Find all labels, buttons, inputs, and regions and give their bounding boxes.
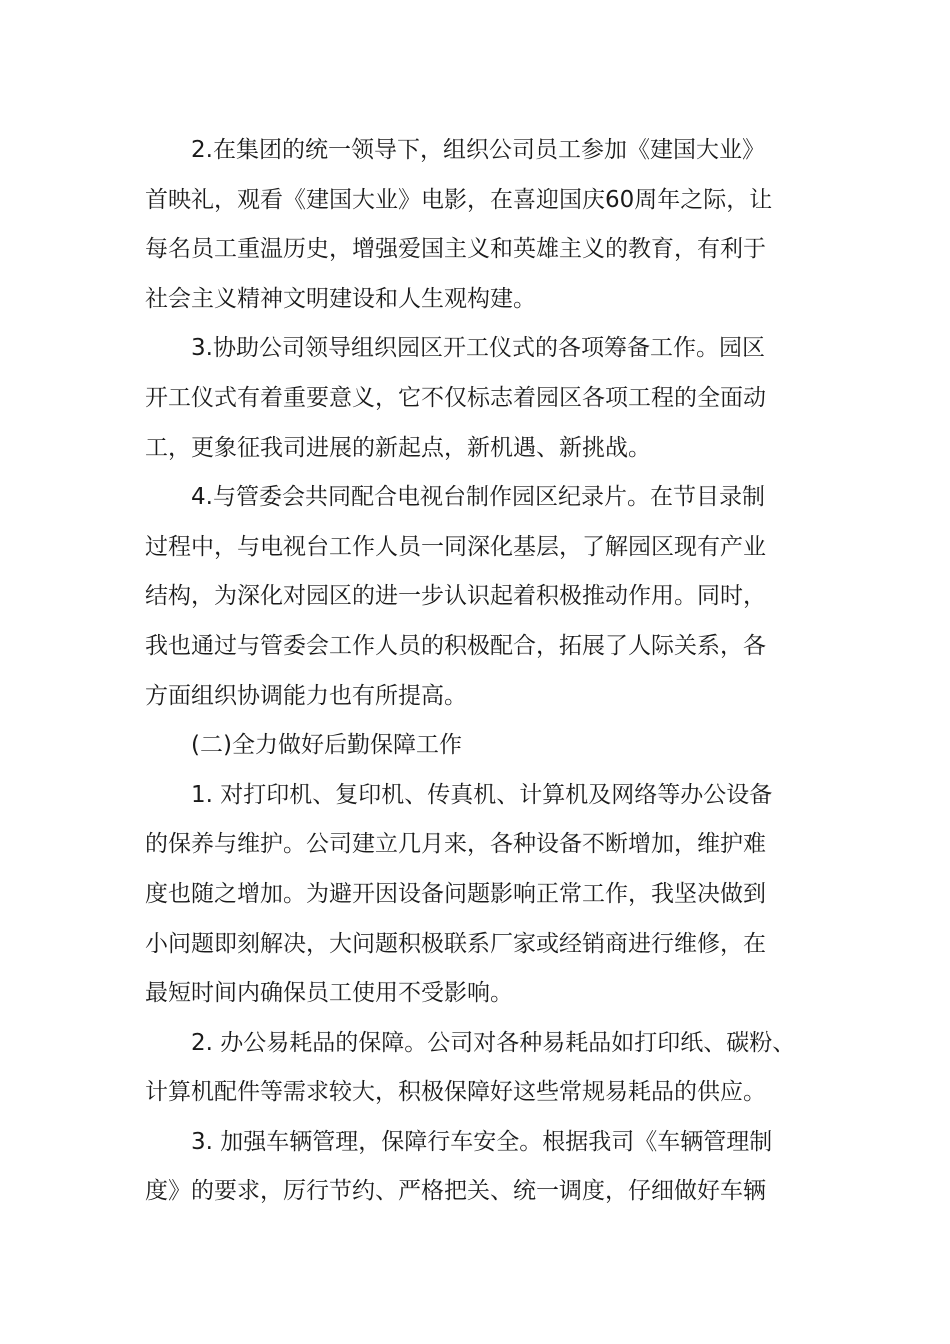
paragraph-logistics-3: 3. 加强车辆管理，保障行车安全。根据我司《车辆管理制 度》的要求，厉行节约、严格把关、统一调度，仔细做好车辆: [145, 1128, 773, 1205]
paragraph-item-4: 4.与管委会共同配合电视台制作园区纪录片。在节目录制 过程中，与电视台工作人员一同深化基层，了解园区现有产业 结构，为深化对园区的进一步认识起着积极推动作用。同时， 我也通过与管委会工作人员的积极配合，拓展了人际关系，各 方面组织协调能力也有所提高。: [145, 484, 766, 709]
paragraph-item-2: 2.在集团的统一领导下，组织公司员工参加《建国大业》 首映礼，观看《建国大业》电影，在喜迎国庆60周年之际，让 每名员工重温历史，增强爱国主义和英雄主义的教育，有利于 社会主义精神文明建设和人生观构建。: [145, 137, 773, 312]
paragraph-logistics-1: 1. 对打印机、复印机、传真机、计算机及网络等办公设备 的保养与维护。公司建立几月来，各种设备不断增加，维护难 度也随之增加。为避开因设备问题影响正常工作，我坚决做到 小问题即刻解决，大问题积极联系厂家或经销商进行维修，在 最短时间内确保员工使用不受影响。: [145, 781, 773, 1007]
document-body: [145, 126, 807, 1217]
paragraph-logistics-2: 2. 办公易耗品的保障。公司对各种易耗品如打印纸、碳粉、 计算机配件等需求较大，积极保障好这些常规易耗品的供应。: [145, 1029, 796, 1106]
section-heading-logistics: (二)全力做好后勤保障工作: [191, 732, 462, 759]
paragraph-item-3: 3.协助公司领导组织园区开工仪式的各项筹备工作。园区 开工仪式有着重要意义，它不仅标志着园区各项工程的全面动 工，更象征我司进展的新起点，新机遇、新挑战。: [145, 335, 766, 461]
